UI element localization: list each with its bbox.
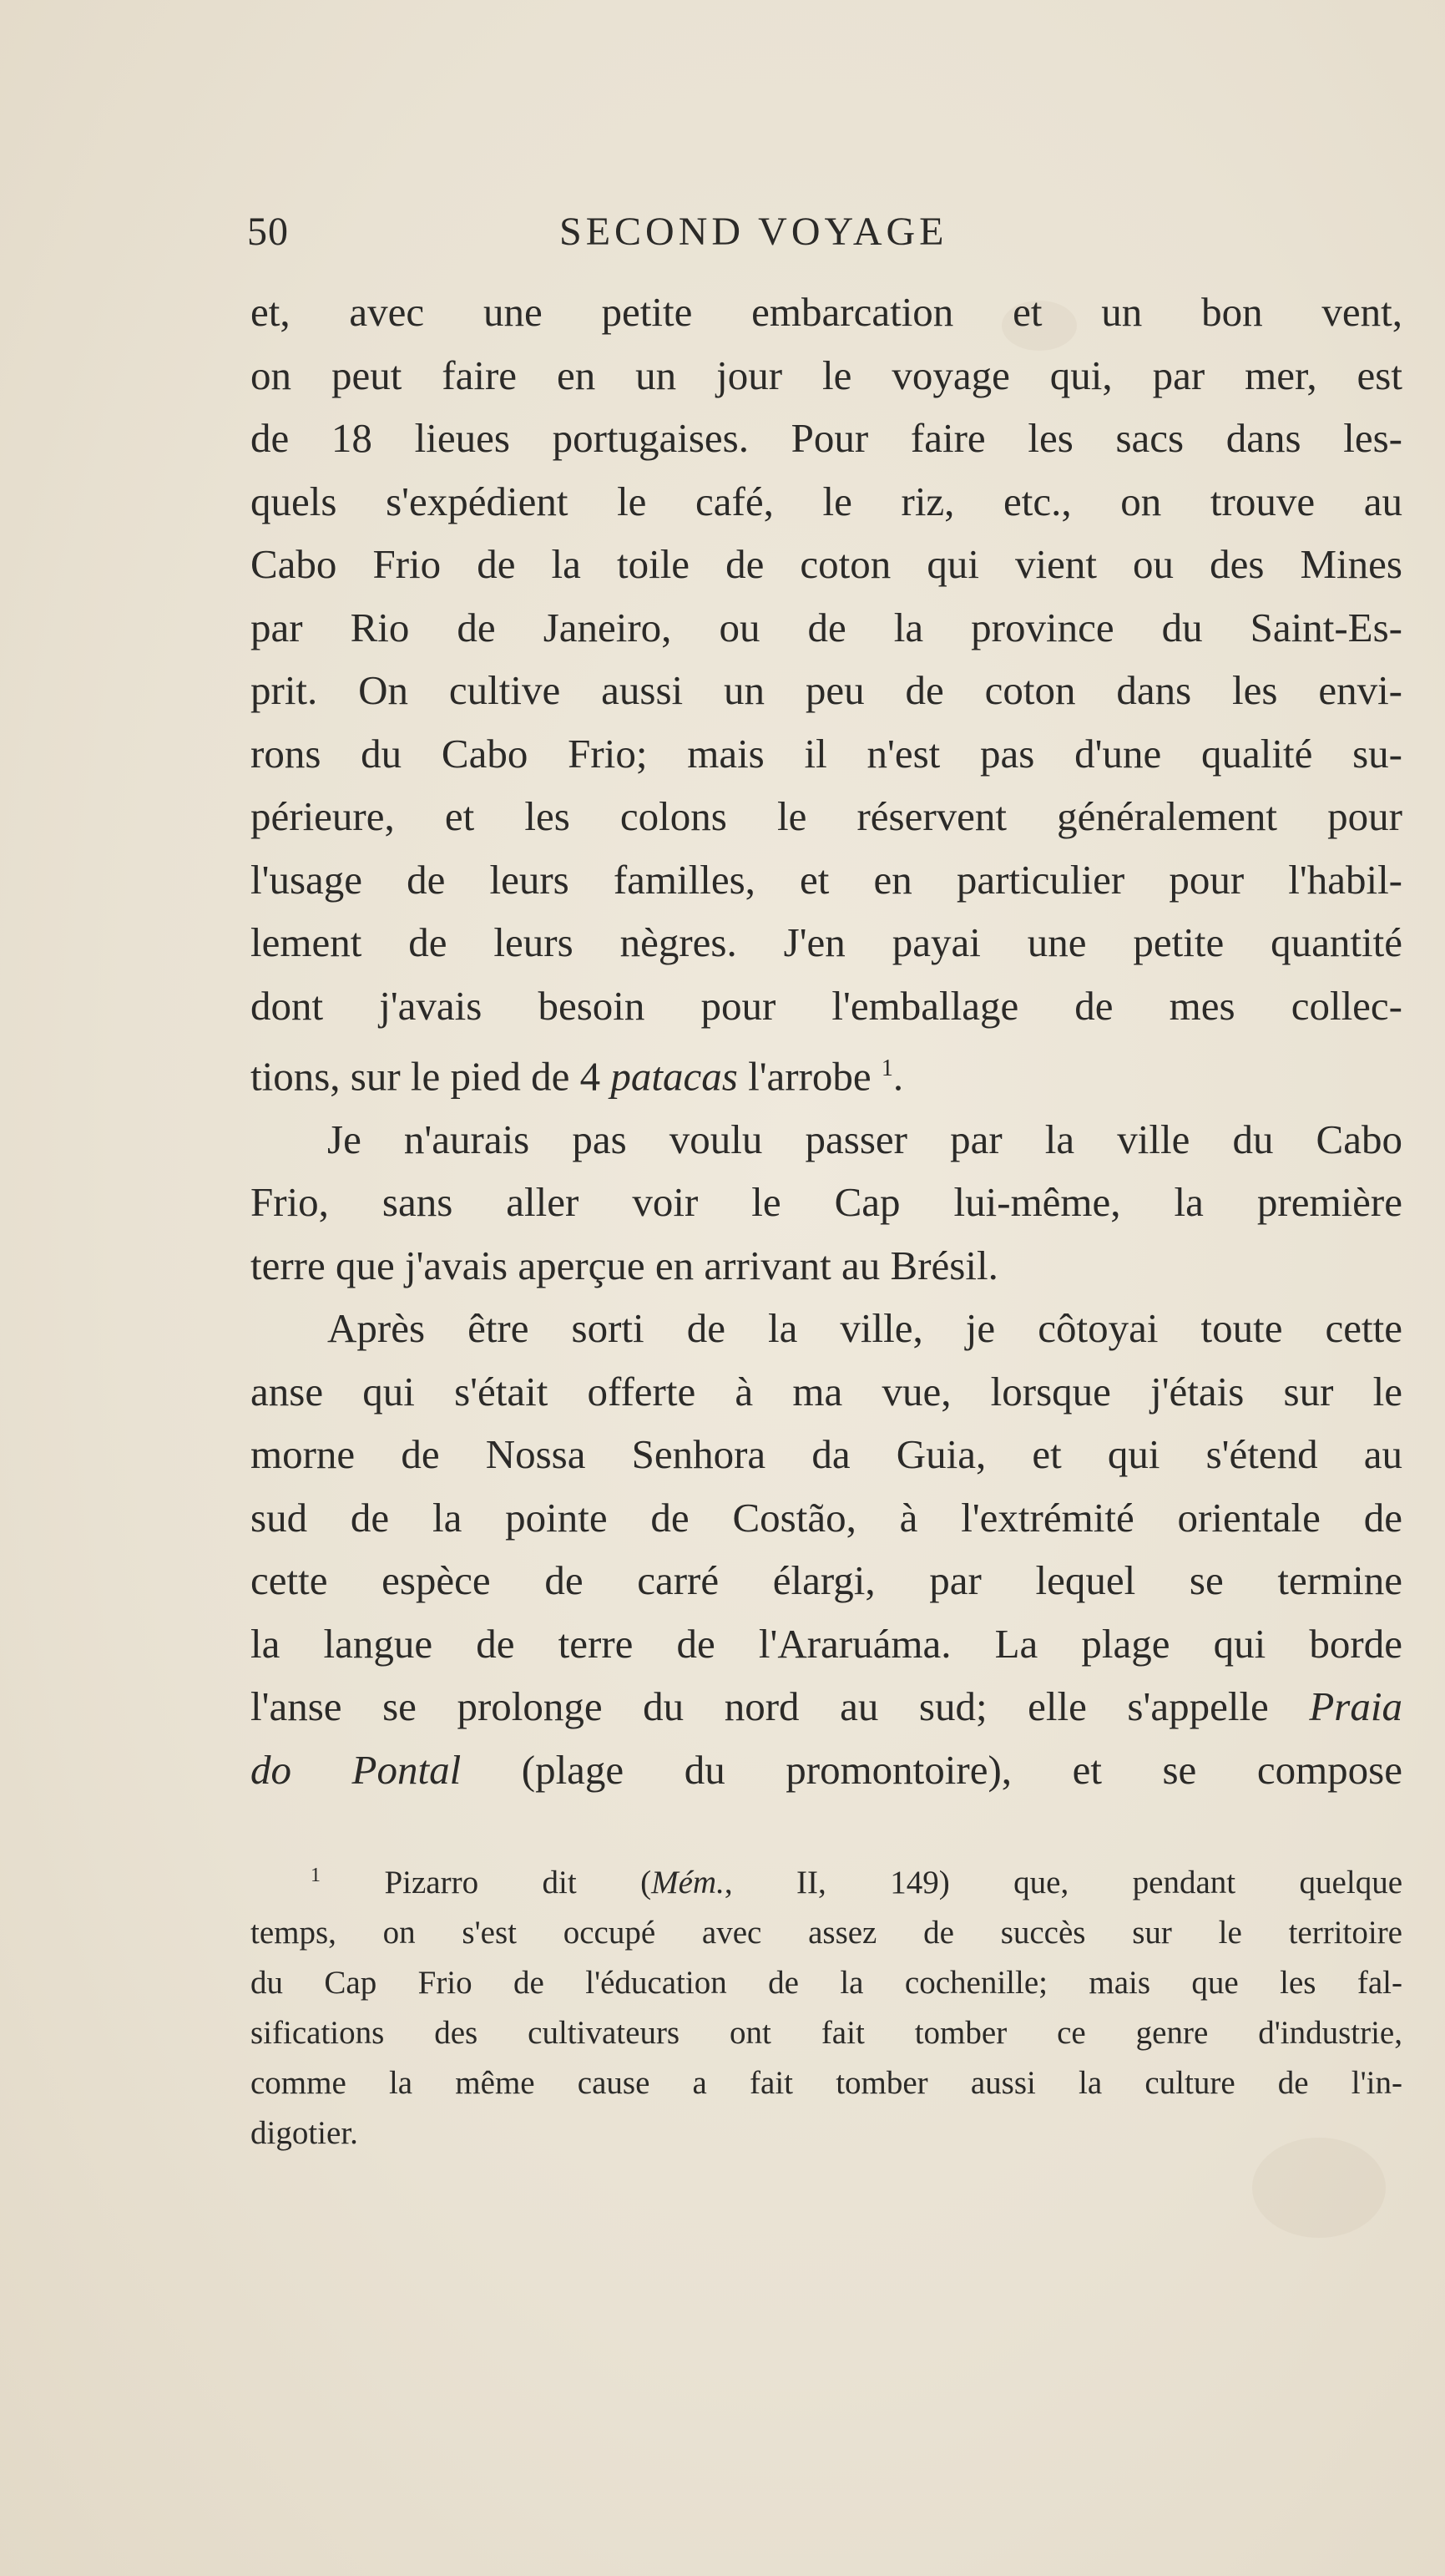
text-line bbox=[250, 1738, 1402, 1802]
text-line: quels s'expédient le café, le riz, etc., on trouve au bbox=[250, 478, 1402, 524]
footnote-line: comme la même cause a fait tomber aussi la culture de l'in- bbox=[250, 2065, 1402, 2101]
page-number: 50 bbox=[247, 210, 289, 254]
text-line bbox=[250, 1037, 1402, 1108]
text-line: par Rio de Janeiro, ou de la province du Saint-Es- bbox=[250, 604, 1402, 650]
footnote-line: digotier. bbox=[250, 2115, 358, 2151]
footnote-line bbox=[250, 1850, 1402, 1908]
text-line: la langue de terre de l'Araruáma. La plage qui borde bbox=[250, 1620, 1402, 1667]
text-line: l'usage de leurs familles, et en particulier pour l'habil- bbox=[250, 856, 1402, 903]
text-line: dont j'avais besoin pour l'emballage de mes collec- bbox=[250, 982, 1402, 1029]
text-line: sud de la pointe de Costão, à l'extrémité orientale de bbox=[250, 1494, 1402, 1541]
text-line: périeure, et les colons le réservent généralement pour bbox=[250, 793, 1402, 839]
text-line: prit. On cultive aussi un peu de coton dans les envi- bbox=[250, 667, 1402, 713]
text-run: Pizarro dit ( bbox=[321, 1865, 652, 1900]
text-run: l'arrobe bbox=[737, 1053, 882, 1100]
text-run: l'anse se prolonge du nord au sud; elle s'appelle bbox=[250, 1683, 1310, 1730]
text-line bbox=[250, 1675, 1402, 1738]
text-line: de 18 lieues portugaises. Pour faire les sacs dans les- bbox=[250, 415, 1402, 461]
italic-term: Mém. bbox=[651, 1865, 725, 1900]
footnotes bbox=[250, 1850, 1402, 2158]
text-line: et, avec une petite embarcation et un bon vent, bbox=[250, 289, 1402, 335]
footnote-reference: 1 bbox=[881, 1055, 893, 1081]
running-head: SECOND VOYAGE bbox=[559, 210, 948, 254]
footnote-line: sifications des cultivateurs ont fait tomber ce genre d'industrie, bbox=[250, 2015, 1402, 2051]
text-run: , II, 149) que, pendant quelque bbox=[724, 1865, 1403, 1900]
text-line: rons du Cabo Frio; mais il n'est pas d'une qualité su- bbox=[250, 730, 1402, 777]
italic-term: do Pontal bbox=[250, 1746, 462, 1793]
paragraph-start: Je n'aurais pas voulu passer par la ville du Cabo bbox=[327, 1116, 1402, 1162]
text-line: lement de leurs nègres. J'en payai une petite quantité bbox=[250, 919, 1402, 965]
text-run: tions, sur le pied de 4 bbox=[250, 1053, 611, 1100]
text-line: Frio, sans aller voir le Cap lui-même, la première bbox=[250, 1179, 1402, 1226]
text-run: . bbox=[892, 1053, 904, 1100]
page-header bbox=[247, 209, 1399, 267]
text-line: anse qui s'était offerte à ma vue, lorsque j'étais sur le bbox=[250, 1368, 1402, 1415]
text-line: Cabo Frio de la toile de coton qui vient ou des Mines bbox=[250, 541, 1402, 587]
text-line: morne de Nossa Senhora da Guia, et qui s'étend au bbox=[250, 1431, 1402, 1478]
text-line: on peut faire en un jour le voyage qui, par mer, est bbox=[250, 352, 1402, 398]
footnote-marker: 1 bbox=[311, 1865, 321, 1886]
paragraph-start: Après être sorti de la ville, je côtoyai toute cette bbox=[327, 1305, 1402, 1352]
text-line: terre que j'avais aperçue en arrivant au Brésil. bbox=[250, 1242, 998, 1288]
footnote-line: du Cap Frio de l'éducation de la cochenille; mais que les fal- bbox=[250, 1965, 1402, 2001]
footnote-line: temps, on s'est occupé avec assez de succès sur le territoire bbox=[250, 1915, 1402, 1951]
body-text bbox=[250, 281, 1402, 1801]
italic-term: patacas bbox=[610, 1053, 738, 1100]
text-line: cette espèce de carré élargi, par lequel se termine bbox=[250, 1557, 1402, 1604]
italic-term: Praia bbox=[1309, 1683, 1402, 1730]
text-run: (plage du promontoire), et se compose bbox=[521, 1746, 1402, 1793]
